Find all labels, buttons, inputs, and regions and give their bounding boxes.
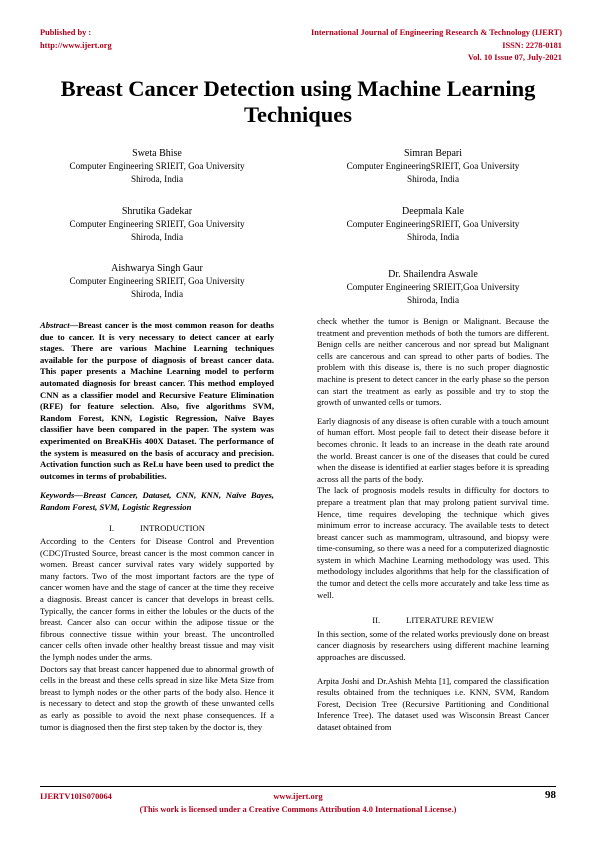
title-line-2: Techniques [244, 102, 352, 127]
section-heading-literature-review [317, 615, 549, 627]
title-line-1: Breast Cancer Detection using Machine Learning [60, 76, 536, 101]
author-location: Shiroda, India [406, 231, 460, 242]
section-heading-introduction [40, 523, 274, 535]
footer-website-link[interactable]: www.ijert.org [273, 792, 323, 801]
paragraph: According to the Centers for Disease Control and Prevention (CDC)Trusted Source, breast cancer is the most common cancer in women. Breast cancer survival rates vary widely supported by many factors. Two of the most important factors are the type of cancer women have and the stage of cancer at the time they receive a diagnosis. Breast cancer is cancer that develops in breast cells. Typically, the cancer forms in either the lobules or the ducts of the breast. Cancer also can occur within the adipose tissue or the fibrous connective tissue within your breast. The uncontrolled cancer cells often invade other healthy breast tissue and may visit the lymph nodes under the arms. [40, 536, 274, 663]
author-block [40, 148, 274, 185]
abstract-label: Abstract [40, 320, 70, 330]
author-block [317, 269, 549, 306]
journal-name: International Journal of Engineering Research & Technology (IJERT) [310, 28, 562, 37]
paragraph: Arpita Joshi and Dr.Ashish Mehta [1], compared the classification results obtained from the techniques i.e. KNN, SVM, Random Forest, Decision Tree (Recursive Partitioning and Conditional Inference Tree). The dataset used was Wisconsin Breast Cancer dataset obtained from [317, 675, 549, 732]
paragraph: Doctors say that breast cancer happened due to abnormal growth of cells in the breast and these cells spread in size like Meta Size from breast to lymph nodes or the other parts of the body also. Hence it is necessary to detect and stop the growth of these unwanted cells as early as possible to avoid the next phase consequences. If a tumor is diagnosed then the first step taken by the doctor is, they [40, 663, 274, 732]
author-name: Dr. Shailendra Aswale [388, 269, 478, 280]
paragraph: Early diagnosis of any disease is often curable with a touch amount of human effort. Most people fail to detect their disease before it becomes chronic. It leads to an increase in the death rate around the world. Breast cancer is one of the diseases that could be cured when the disease is identified at earlier stages before it is spreading across all the parts of the body. [317, 415, 549, 484]
abstract-text: —Breast cancer is the most common reason for deaths due to cancer. It is very necessary to detect cancer at early stages. There are various Machine Learning techniques available for the purpose of diagnosis of breast cancer data. This paper presents a Machine Learning model to perform automated diagnosis for breast cancer. This method employed CNN as a classifier model and Recursive Feature Elimination (RFE) for feature selection. Also, five algorithms SVM, Random Forest, KNN, Logistic Regression, Naïve Bayes classifier have been compared in the paper. The system was experimented on BreaKHis 400X Dataset. The performance of the system is measured on the basis of accuracy and precision. Activation function such as ReLu have been used to predict the outcomes in terms of probabilities. [40, 320, 274, 481]
volume-issue: Vol. 10 Issue 07, July-2021 [467, 53, 562, 62]
section-title: INTRODUCTION [140, 522, 205, 533]
author-location: Shiroda, India [130, 288, 184, 299]
section-number: I. [109, 522, 115, 533]
author-affiliation: Computer EngineeringSRIEIT, Goa University [346, 161, 520, 172]
author-name: Deepmala Kale [402, 206, 464, 217]
page-number: 98 [545, 789, 556, 801]
author-block [317, 148, 549, 185]
author-name: Aishwarya Singh Gaur [111, 263, 203, 274]
author-name: Simran Bepari [403, 148, 463, 159]
paper-id: IJERTV10IS070064 [40, 792, 112, 801]
author-block [317, 206, 549, 243]
header-journal [311, 27, 562, 65]
author-name: Shrutika Gadekar [121, 206, 193, 217]
published-by-label: Published by : [40, 28, 92, 37]
left-column [40, 320, 274, 733]
author-location: Shiroda, India [130, 231, 184, 242]
license-notice: (This work is licensed under a Creative Commons Attribution 4.0 International License.) [139, 805, 457, 814]
paper-title [28, 76, 568, 128]
author-location: Shiroda, India [406, 294, 460, 305]
footer-divider [40, 786, 556, 787]
keywords: Keywords—Breast Cancer, Dataset, CNN, KNN, Naïve Bayes, Random Forest, SVM, Logistic Regression [40, 490, 274, 512]
issn: ISSN: 2278-0181 [502, 40, 562, 50]
paragraph: check whether the tumor is Benign or Malignant. Because the treatment and prevention methods of both the tumors are different. Benign cells are neither cancerous and nor spread but Malignant cells are cancerous and can spread to other parts of bodies. The problem with this disease is, there is no such proper diagnostic machine is present to detect cancer in the early phase so the person can start the treatment as early as possible and try to stop the growth of unwanted cells or tumors. [317, 316, 549, 408]
author-affiliation: Computer EngineeringSRIEIT, Goa University [346, 219, 520, 230]
section-number: II. [372, 615, 381, 626]
author-block [40, 263, 274, 300]
paragraph: In this section, some of the related works previously done on breast cancer diagnosis by researchers using different machine learning approaches are discussed. [317, 628, 549, 663]
author-location: Shiroda, India [130, 173, 184, 184]
journal-website-link[interactable]: http://www.ijert.org [40, 40, 112, 50]
author-affiliation: Computer Engineering SRIEIT,Goa University [346, 282, 520, 293]
paragraph: The lack of prognosis models results in difficulty for doctors to prepare a treatment plan that may prolong patient survival time. Hence, time requires developing the technique which gives minimum error to increase accuracy. The available tests to detect breast cancer such as mammogram, ultrasound, and biopsy were time-consuming, so there was a need for a computerized diagnostic system in which Machine Learning methodology was used. This methodology includes algorithms that help for the classification of the tumor and detect the cells more accurately and take less time as well. [317, 485, 549, 600]
abstract [40, 320, 274, 482]
author-name: Sweta Bhise [132, 148, 182, 159]
right-column [317, 316, 549, 734]
section-title: LITERATURE REVIEW [406, 615, 494, 626]
author-affiliation: Computer Engineering SRIEIT, Goa University [69, 161, 245, 172]
author-affiliation: Computer Engineering SRIEIT, Goa University [69, 219, 245, 230]
author-affiliation: Computer Engineering SRIEIT, Goa University [69, 276, 245, 287]
author-block [40, 206, 274, 243]
author-location: Shiroda, India [406, 173, 460, 184]
header-publisher [40, 27, 112, 52]
